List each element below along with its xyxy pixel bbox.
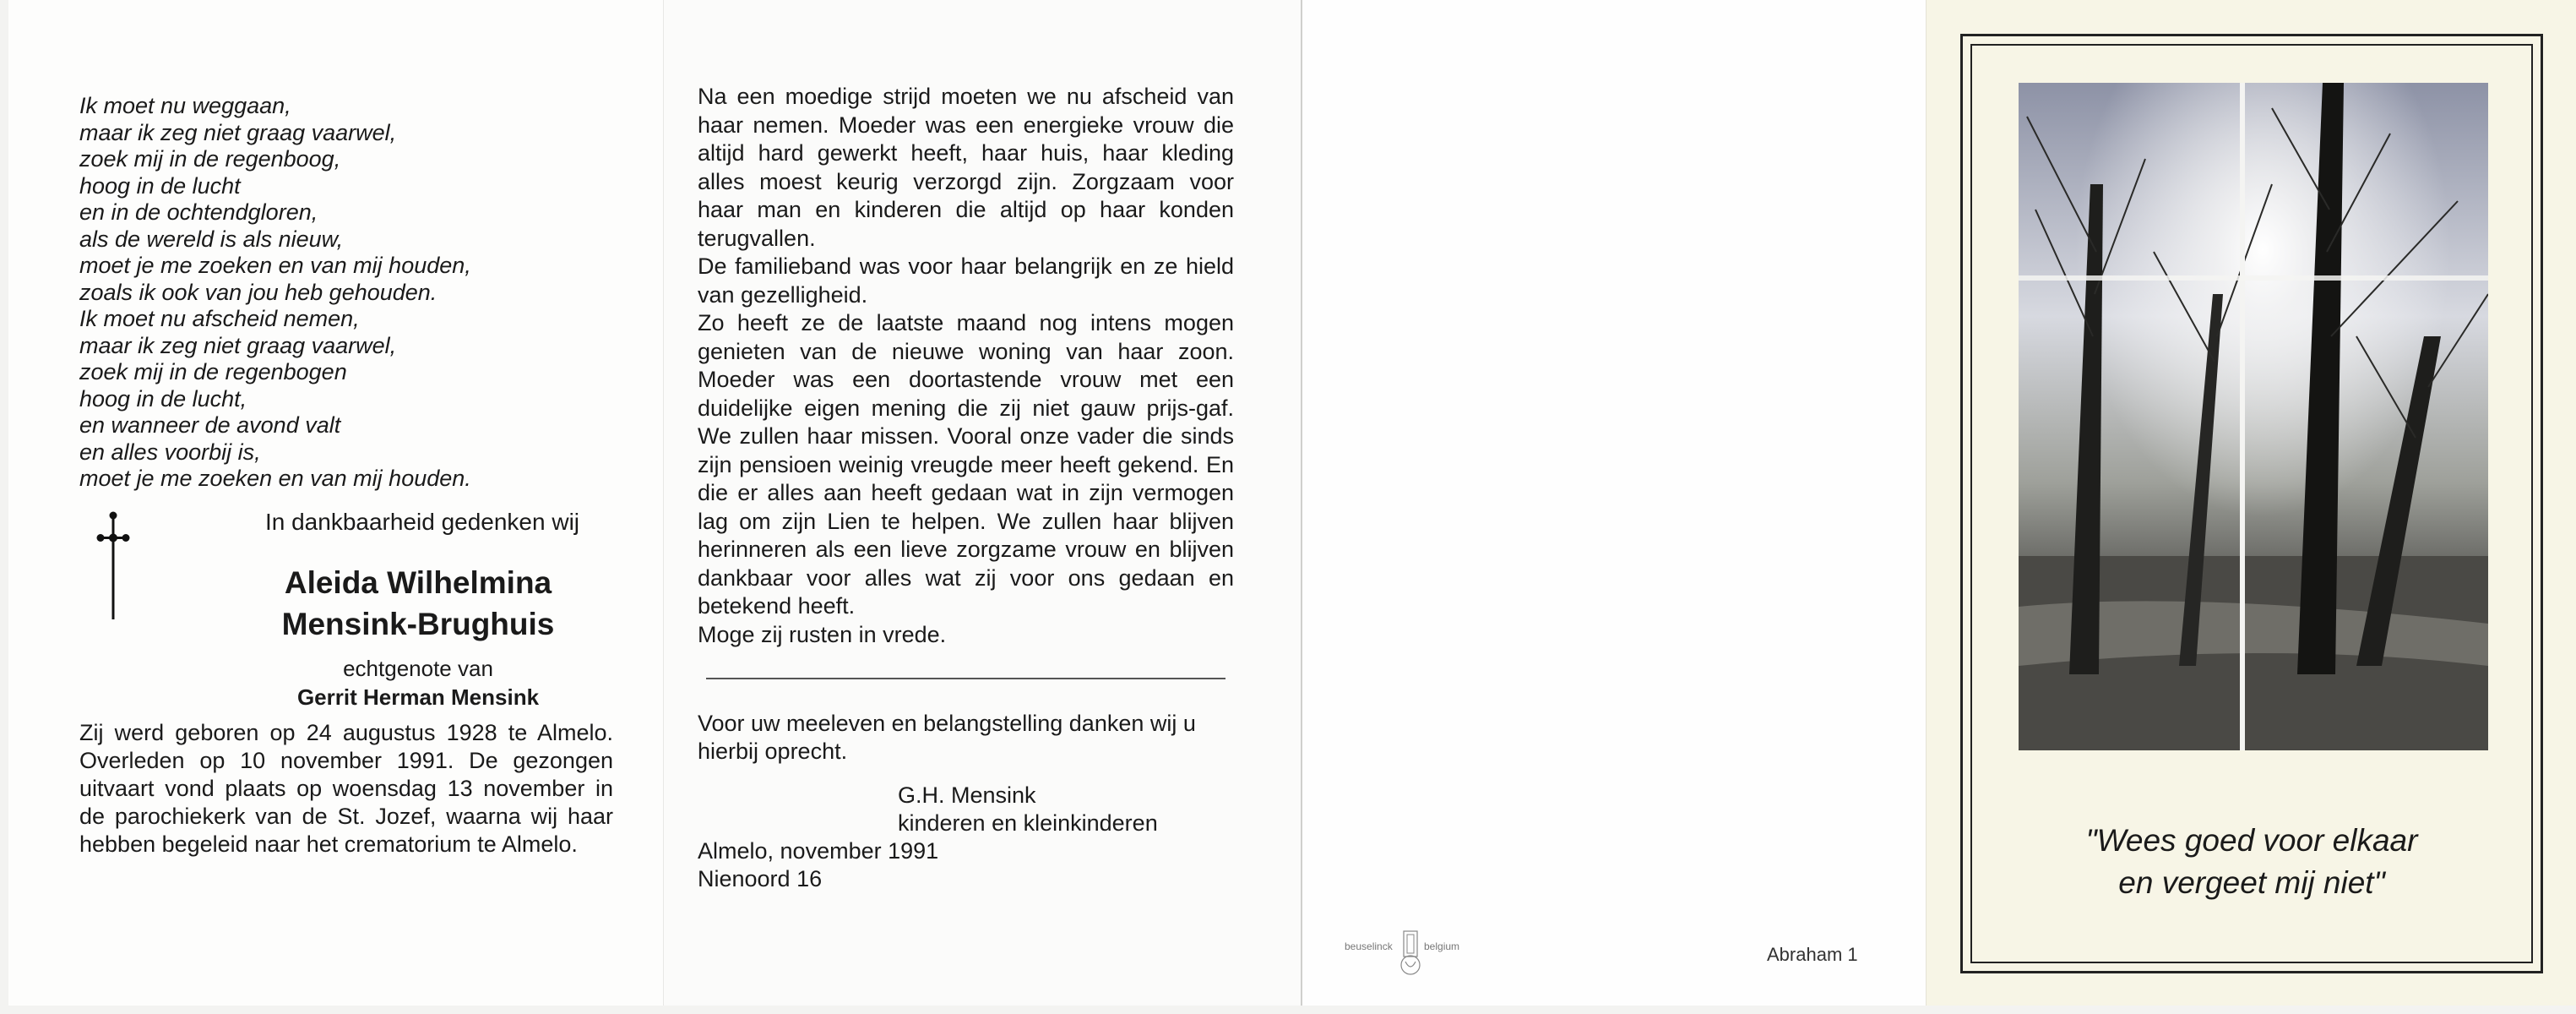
card-panel-middle <box>663 0 1302 1006</box>
poem-line: moet je me zoeken en van mij houden, <box>79 253 471 278</box>
poem-line: en alles voorbij is, <box>79 439 261 465</box>
thanks-text: Voor uw meeleven en belangstelling danken wij u hierbij oprecht. <box>698 711 1196 764</box>
publisher-logo <box>1345 930 1471 980</box>
poem-line: hoog in de lucht, <box>79 385 247 412</box>
deceased-name-line1: Aleida Wilhelmina <box>284 565 552 600</box>
tree-photo-image <box>2019 83 2488 750</box>
poem-line: en wanneer de avond valt <box>79 412 341 438</box>
divider-line <box>706 678 1226 679</box>
biography: Zij werd geboren op 24 augustus 1928 te Almelo. Overleden op 10 november 1991. De gezongen uitvaart vond plaats op woensdag 13 november in de parochiekerk van de St. Jozef, waarna wij haar hebben begeleid naar het crematorium te Almelo. <box>79 720 613 857</box>
card-number: Abraham 1 <box>1767 944 1858 965</box>
place-date-line1: Almelo, november 1991 <box>698 838 939 864</box>
poem-line: maar ik zeg niet graag vaarwel, <box>79 332 397 358</box>
quote <box>1986 820 2518 904</box>
eulogy-paragraph: Moge zij rusten in vrede. <box>698 621 947 647</box>
poem-line: als de wereld is als nieuw, <box>79 226 344 252</box>
place-date-line2: Nienoord 16 <box>698 866 823 891</box>
card-panel-back <box>1301 0 1927 1006</box>
place-date <box>698 837 938 893</box>
poem-line: zoek mij in de regenbogen <box>79 359 347 384</box>
deceased-name <box>160 562 676 645</box>
quote-line2: en vergeet mij niet" <box>2118 865 2385 900</box>
signature <box>898 782 1158 837</box>
signature-line1: G.H. Mensink <box>898 782 1036 808</box>
poem-line: Ik moet nu afscheid nemen, <box>79 306 360 331</box>
eulogy-paragraph: De familieband was voor haar belangrijk en ze hield van gezelligheid. <box>698 254 1234 308</box>
poem-line: hoog in de lucht <box>79 172 241 199</box>
deceased-name-line2: Mensink-Brughuis <box>281 607 555 641</box>
card-panel-front <box>1926 0 2576 1006</box>
signature-line2: kinderen en kleinkinderen <box>898 810 1158 836</box>
publisher-mark-icon <box>1399 930 1422 977</box>
tree-photo <box>2019 83 2488 750</box>
eulogy-text <box>698 83 1234 649</box>
quote-line1: "Wees goed voor elkaar <box>2085 823 2418 858</box>
poem-line: maar ik zeg niet graag vaarwel, <box>79 119 397 145</box>
cross-icon <box>96 511 130 621</box>
spouse-name: Gerrit Herman Mensink <box>296 684 540 710</box>
card-panel-left <box>8 0 663 1006</box>
publisher-country: belgium <box>1424 940 1460 952</box>
publisher-name: beuselinck <box>1345 940 1393 952</box>
eulogy-paragraph: Zo heeft ze de laatste maand nog intens mogen genieten van de nieuwe woning van haar zoon. Moeder was een doortastende vrouw met een duidelijke eigen mening die zij niet gauw prijs-gaf. We zullen haar missen. Vooral onze vader die sinds zijn pensioen weinig vreugde meer heeft gekend. En die er alles aan heeft gedaan wat in zijn vermogen lag om zijn Lien te helpen. We zullen haar blijven herinneren als een lieve zorgzame vrouw en blijven dankbaar voor alles wat zij voor ons gedaan en betekend heeft. <box>698 310 1234 619</box>
poem <box>79 93 471 493</box>
poem-line: Ik moet nu weggaan, <box>79 93 291 118</box>
eulogy-paragraph: Na een moedige strijd moeten we nu afscheid van haar nemen. Moeder was een energieke vrouw die altijd hard gewerkt heeft, haar huis, haar kleding alles moest keurig verzorgd zijn. Zorgzaam voor haar man en kinderen die altijd op haar konden terugvallen. <box>698 84 1234 251</box>
spouse-label: echtgenote van <box>343 656 493 681</box>
poem-line: zoals ik ook van jou heb gehouden. <box>79 279 437 305</box>
poem-line: en in de ochtendgloren, <box>79 199 318 225</box>
poem-line: moet je me zoeken en van mij houden. <box>79 466 471 491</box>
poem-line: zoek mij in de regenboog, <box>79 146 341 172</box>
memorial-intro: In dankbaarheid gedenken wij <box>264 509 580 535</box>
